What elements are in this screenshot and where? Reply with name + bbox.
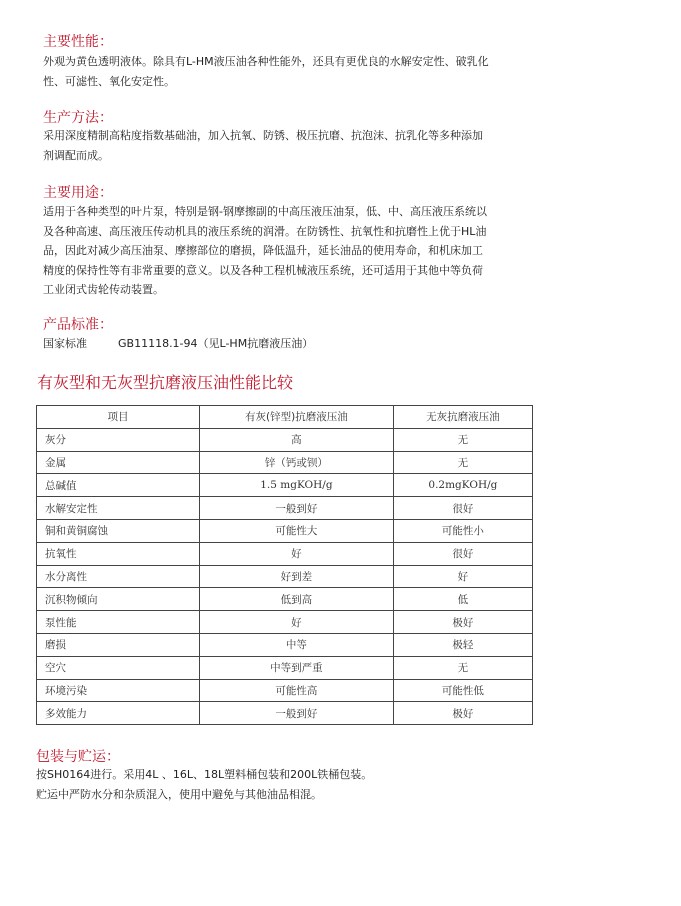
row-label: 灰分 xyxy=(37,428,200,451)
standard-line xyxy=(43,336,314,352)
row-label: 总碱值 xyxy=(37,474,200,497)
table-row xyxy=(37,656,533,679)
ash-value: 中等 xyxy=(200,633,394,656)
ash-value: 中等到严重 xyxy=(200,656,394,679)
ashless-value: 0.2mgKOH/g xyxy=(393,474,532,497)
ashless-value: 无 xyxy=(393,451,532,474)
row-label: 铜和黄铜腐蚀 xyxy=(37,519,200,542)
ash-value: 好 xyxy=(200,542,394,565)
ash-value: 可能性大 xyxy=(200,519,394,542)
table-row xyxy=(37,497,533,520)
row-label: 泵性能 xyxy=(37,611,200,634)
ash-value: 低到高 xyxy=(200,588,394,611)
section-title-packaging: 包装与贮运： xyxy=(36,749,120,765)
table-row xyxy=(37,519,533,542)
ashless-value: 极好 xyxy=(393,611,532,634)
standard-label: 国家标准 xyxy=(43,337,87,350)
table-row xyxy=(37,565,533,588)
usage-text: 适用于各种类型的叶片泵，特别是钢-钢摩擦副的中高压液压油泵，低、中、高压液压系统以及各种高速、高压液压传动机具的液压系统的润滑。在防锈性、抗氧性和抗磨性上优于HL油品，因此对减少高压油泵、摩擦部位的磨损，降低温升，延长油品的使用寿命，和机床加工精度的保持性等有非常重要的意义。以及各种工程机械液压系统，还可适用于其他中等负荷工业闭式齿轮传动装置。 xyxy=(43,205,487,297)
section-title-usage: 主要用途： xyxy=(43,185,113,201)
table-row xyxy=(37,611,533,634)
table-row xyxy=(37,702,533,725)
ash-value: 1.5 mgKOH/g xyxy=(200,474,394,497)
ashless-value: 很好 xyxy=(393,497,532,520)
ashless-value: 可能性低 xyxy=(393,679,532,702)
table-row xyxy=(37,679,533,702)
ashless-value: 极轻 xyxy=(393,633,532,656)
section-title-performance: 主要性能： xyxy=(43,34,113,50)
table-row xyxy=(37,428,533,451)
ash-value: 一般到好 xyxy=(200,497,394,520)
ashless-value: 可能性小 xyxy=(393,519,532,542)
ashless-value: 好 xyxy=(393,565,532,588)
ashless-value: 无 xyxy=(393,428,532,451)
ash-value: 一般到好 xyxy=(200,702,394,725)
ash-value: 好 xyxy=(200,611,394,634)
header-ash-type: 有灰(锌型)抗磨液压油 xyxy=(200,406,394,429)
row-label: 空穴 xyxy=(37,656,200,679)
table-row xyxy=(37,633,533,656)
row-label: 多效能力 xyxy=(37,702,200,725)
header-ashless-type: 无灰抗磨液压油 xyxy=(393,406,532,429)
production-text: 采用深度精制高粘度指数基础油，加入抗氧、防锈、极压抗磨、抗泡沫、抗乳化等多种添加剂调配而成。 xyxy=(43,129,483,162)
table-row xyxy=(37,451,533,474)
row-label: 水解安定性 xyxy=(37,497,200,520)
packaging-line-2: 贮运中严防水分和杂质混入，使用中避免与其他油品相混。 xyxy=(36,788,322,801)
row-label: 环境污染 xyxy=(37,679,200,702)
standard-value: GB11118.1-94（见L-HM抗磨液压油） xyxy=(118,337,314,350)
table-row xyxy=(37,474,533,497)
ashless-value: 极好 xyxy=(393,702,532,725)
ashless-value: 很好 xyxy=(393,542,532,565)
ash-value: 好到差 xyxy=(200,565,394,588)
performance-text: 外观为黄色透明液体。除具有L-HM液压油各种性能外，还具有更优良的水解安定性、破乳化性、可滤性、氧化安定性。 xyxy=(43,55,489,88)
ash-value: 可能性高 xyxy=(200,679,394,702)
packaging-line-1: 按SH0164进行。采用4L 、16L、18L塑料桶包装和200L铁桶包装。 xyxy=(36,768,373,781)
row-label: 抗氧性 xyxy=(37,542,200,565)
ash-value: 高 xyxy=(200,428,394,451)
table-row xyxy=(37,542,533,565)
ashless-value: 无 xyxy=(393,656,532,679)
row-label: 金属 xyxy=(37,451,200,474)
comparison-title: 有灰型和无灰型抗磨液压油性能比较 xyxy=(37,373,294,392)
comparison-table xyxy=(36,405,533,725)
table-header-row xyxy=(37,406,533,429)
ash-value: 锌（钙或钡） xyxy=(200,451,394,474)
section-title-production: 生产方法： xyxy=(43,110,113,126)
header-item: 项目 xyxy=(37,406,200,429)
section-title-standard: 产品标准： xyxy=(43,317,113,333)
row-label: 沉积物倾向 xyxy=(37,588,200,611)
table-row xyxy=(37,588,533,611)
row-label: 水分离性 xyxy=(37,565,200,588)
row-label: 磨损 xyxy=(37,633,200,656)
ashless-value: 低 xyxy=(393,588,532,611)
